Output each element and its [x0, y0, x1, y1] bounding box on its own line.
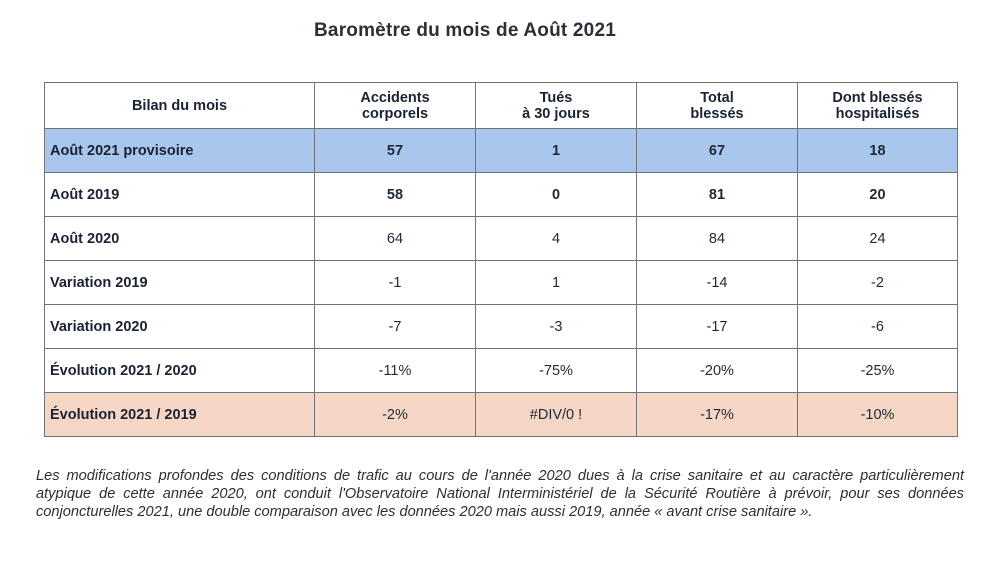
header-bilan-du-mois	[45, 83, 315, 129]
row-label: Variation 2019	[45, 261, 315, 305]
cell-total-blesses: 67	[637, 129, 798, 173]
cell-blesses-hospitalises: -2	[798, 261, 958, 305]
table-row-evolution-2021-2020	[45, 349, 958, 393]
table-row-variation-2019	[45, 261, 958, 305]
cell-accidents-corporels: -2%	[315, 393, 476, 437]
row-label: Évolution 2021 / 2019	[45, 393, 315, 437]
cell-tues-30-jours: 0	[476, 173, 637, 217]
row-label: Août 2020	[45, 217, 315, 261]
header-line: corporels	[361, 105, 429, 122]
footnote-line: Routière à prévoir, pour ses données conjoncturelles 2021, une double comparaison avec les données 2020 mais aussi	[36, 486, 964, 520]
cell-accidents-corporels: 57	[315, 129, 476, 173]
header-line: Bilan du mois	[131, 97, 228, 114]
cell-tues-30-jours: 4	[476, 217, 637, 261]
table-header-row	[45, 83, 958, 129]
row-label: Variation 2020	[45, 305, 315, 349]
cell-tues-30-jours: 1	[476, 261, 637, 305]
cell-total-blesses: -17%	[637, 393, 798, 437]
cell-accidents-corporels: 64	[315, 217, 476, 261]
footnote-line: 2019, année « avant crise sanitaire ».	[569, 504, 813, 520]
row-label: Août 2019	[45, 173, 315, 217]
page-title: Baromètre du mois de Août 2021	[314, 20, 616, 41]
cell-total-blesses: -20%	[637, 349, 798, 393]
cell-tues-30-jours: #DIV/0 !	[476, 393, 637, 437]
header-line: Total	[700, 89, 734, 106]
cell-total-blesses: 84	[637, 217, 798, 261]
header-line: Accidents	[360, 89, 430, 106]
table-row-evolution-2021-2019	[45, 393, 958, 437]
cell-accidents-corporels: -11%	[315, 349, 476, 393]
footnote-line: particulièrement atypique de cette année 2020, ont conduit l'Observatoire National Interministériel de la Sécurité	[36, 468, 964, 502]
table-row-aout-2020	[45, 217, 958, 261]
cell-blesses-hospitalises: 18	[798, 129, 958, 173]
cell-total-blesses: -17	[637, 305, 798, 349]
cell-total-blesses: 81	[637, 173, 798, 217]
table-row-aout-2019	[45, 173, 958, 217]
cell-total-blesses: -14	[637, 261, 798, 305]
row-label: Août 2021 provisoire	[45, 129, 315, 173]
header-line: Dont blessés	[832, 89, 923, 106]
header-total-blesses	[637, 83, 798, 129]
cell-blesses-hospitalises: -10%	[798, 393, 958, 437]
header-line: Tués	[539, 89, 573, 106]
header-line: blessés	[690, 105, 744, 122]
table-row-aout-2021-provisoire	[45, 129, 958, 173]
footnote	[36, 467, 964, 521]
cell-accidents-corporels: 58	[315, 173, 476, 217]
table-row-variation-2020	[45, 305, 958, 349]
cell-blesses-hospitalises: -6	[798, 305, 958, 349]
header-accidents-corporels	[315, 83, 476, 129]
header-blesses-hospitalises	[798, 83, 958, 129]
cell-blesses-hospitalises: 24	[798, 217, 958, 261]
cell-blesses-hospitalises: 20	[798, 173, 958, 217]
cell-tues-30-jours: -3	[476, 305, 637, 349]
cell-tues-30-jours: -75%	[476, 349, 637, 393]
header-tues-30-jours	[476, 83, 637, 129]
row-label: Évolution 2021 / 2020	[45, 349, 315, 393]
header-line: hospitalisés	[835, 105, 920, 122]
cell-accidents-corporels: -7	[315, 305, 476, 349]
header-line: à 30 jours	[522, 105, 590, 122]
cell-tues-30-jours: 1	[476, 129, 637, 173]
cell-accidents-corporels: -1	[315, 261, 476, 305]
footnote-line: Les modifications profondes des conditions de trafic au cours de l'année 2020 dues à la crise sanitaire et au caractère	[36, 468, 854, 484]
barometre-table	[44, 82, 958, 437]
cell-blesses-hospitalises: -25%	[798, 349, 958, 393]
